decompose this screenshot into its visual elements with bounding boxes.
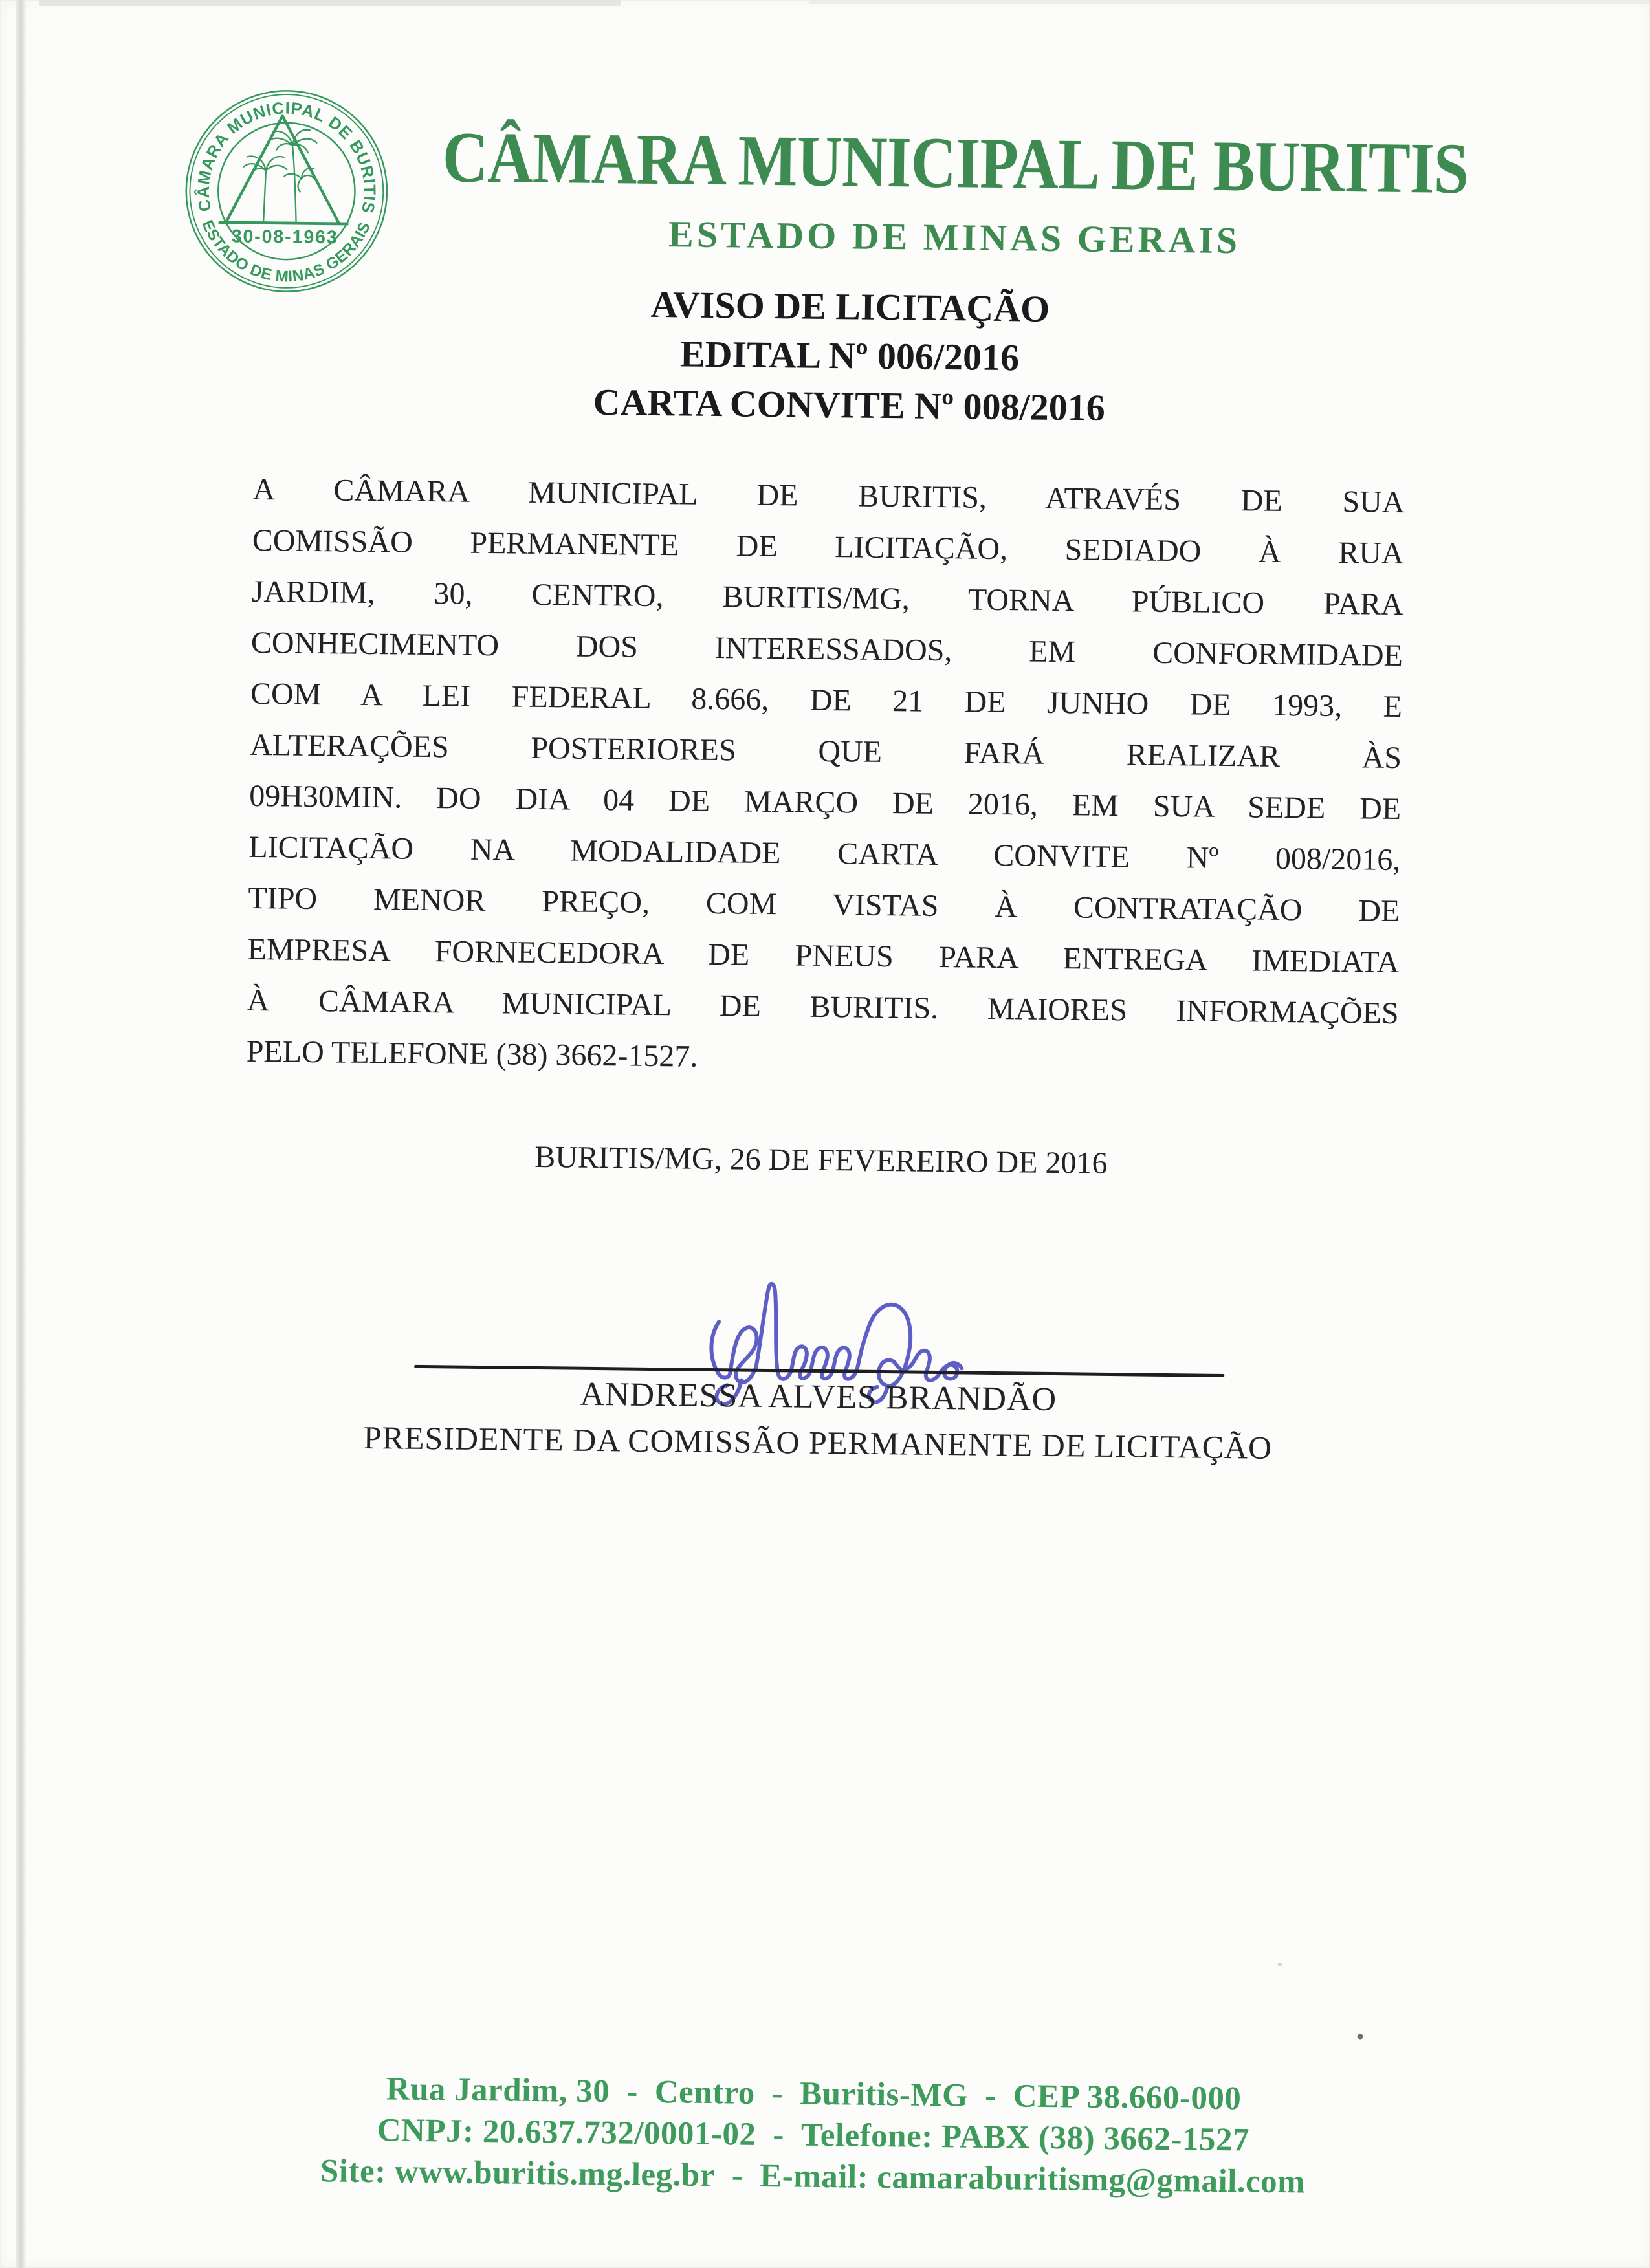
body-line: COM A LEI FEDERAL 8.666, DE 21 DE JUNHO DE 1993, E [250, 676, 1403, 725]
letterhead-footer [0, 2064, 1639, 2207]
body-line: TIPO MENOR PREÇO, COM VISTAS À CONTRATAÇÃO DE [248, 880, 1400, 929]
notice-heading-block [40, 273, 1650, 439]
body-line: LICITAÇÃO NA MODALIDADE CARTA CONVITE Nº 008/2016, [248, 829, 1401, 878]
scan-artifact-dot [1358, 2034, 1363, 2039]
seal-ring-top-text: CÂMARA MUNICIPAL DE BURITIS [194, 99, 379, 215]
seal-founding-date: 30-08-1963 [231, 226, 338, 248]
body-line: À CÂMARA MUNICIPAL DE BURITIS. MAIORES INFORMAÇÕES [247, 983, 1399, 1031]
body-line: ALTERAÇÕES POSTERIORES QUE FARÁ REALIZAR ÀS [249, 727, 1402, 776]
body-line: 09H30MIN. DO DIA 04 DE MARÇO DE 2016, EM SUA SEDE DE [248, 778, 1402, 827]
signatory-name: ANDRESSA ALVES BRANDÃO [580, 1375, 1057, 1419]
body-line: JARDIM, 30, CENTRO, BURITIS/MG, TORNA PÚBLICO PARA [251, 574, 1404, 622]
letterhead [243, 116, 1650, 266]
notice-body-paragraph [246, 464, 1405, 1090]
body-line: A CÂMARA MUNICIPAL DE BURITIS, ATRAVÉS DE SUA [252, 472, 1405, 520]
body-line: PELO TELEFONE (38) 3662-1527. [246, 1034, 698, 1074]
body-line: COMISSÃO PERMANENTE DE LICITAÇÃO, SEDIADO À RUA [252, 523, 1404, 571]
org-name-title [243, 116, 1650, 210]
seal-ring-bottom-text: ESTADO DE MINAS GERAIS [198, 217, 375, 286]
body-line: CONHECIMENTO DOS INTERESSADOS, EM CONFORMIDADE [250, 625, 1403, 673]
signatory-role: PRESIDENTE DA COMISSÃO PERMANENTE DE LICITAÇÃO [363, 1419, 1273, 1466]
footer-site-email-line: Site: www.buritis.mg.leg.br - E-mail: camaraburitismg@gmail.com [320, 2153, 1306, 2201]
place-date-line: BURITIS/MG, 26 DE FEVEREIRO DE 2016 [534, 1139, 1108, 1181]
notice-edital-number: EDITAL Nº 006/2016 [679, 333, 1020, 379]
footer-address-line: Rua Jardim, 30 - Centro - Buritis-MG - CEP 38.660-000 [386, 2071, 1242, 2117]
notice-title: AVISO DE LICITAÇÃO [650, 283, 1050, 330]
notice-carta-convite-number: CARTA CONVITE Nº 008/2016 [593, 380, 1106, 429]
scan-artifact-dot-faint [1278, 1963, 1282, 1966]
org-state-subtitle: ESTADO DE MINAS GERAIS [668, 213, 1241, 262]
body-line: EMPRESA FORNECEDORA DE PNEUS PARA ENTREGA IMEDIATA [247, 932, 1400, 980]
footer-cnpj-phone-line: CNPJ: 20.637.732/0001-02 - Telefone: PABX (38) 3662-1527 [377, 2112, 1250, 2159]
org-name-title-text: CÂMARA MUNICIPAL DE BURITIS [442, 117, 1469, 210]
